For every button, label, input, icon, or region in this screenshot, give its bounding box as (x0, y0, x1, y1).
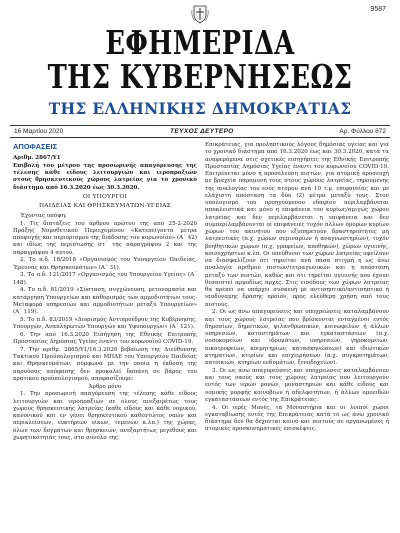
page-number: 9587 (370, 6, 386, 13)
article-paragraph-2: 2. Οι ως άνω απαγορεύσεις και υποχρεώσεις καταλαμβάνουν και τους χώρους λατρείας που βρίσκονται ενταγμένοι εντός δημοσίων, δημοτικών, φιλανθρωπικών, κοινωφελών ή άλλων υπηρεσιών, καταστημάτων και εγκαταστάσεων (π.χ. νοσοκομείων και ιδρυμάτων, υπηρεσιών, γηροκομείων, οικοτροφείων, κοιμητηρίων, κατασκηνώσεων) και ιδιωτικών κτηματίων, κτιρίων και επιχειρήσεων (π.χ. συγκροτημάτων, κατοικιών, κτηρίων ενδυμάτων, ξενοδοχείων). (205, 309, 389, 366)
article-paragraph-3: 3. Οι ως άνω απαγορεύσεις και υποχρεώσεις καταλαμβάνουν και τους ναούς και τους χώρους λατρείας που λειτουργούν εντός των ιερών μονών, μοναστηριών και κάθε είδους και νομικής μορφής κοινοβίων ή αδελφοτήτων, ή άλλων ομοειδών εγκαταστάσεων εντός της Επικράτειας. (205, 367, 389, 403)
right-column (205, 142, 389, 434)
masthead (0, 23, 400, 118)
sheet-number: Αρ. Φύλλου 872 (339, 127, 386, 135)
recital-4: 4. Το π.δ. 81/2019 «Σύσταση, συγχώνευση, μετονομασία και κατάργηση Υπουργείων και καθορισμός των αρμοδιοτήτων τους-Μεταφορά υπηρεσιών και αρμοδιοτήτων μεταξύ Υπουργείων» (Α΄ 119). (13, 287, 197, 315)
gazette-title-line-1: ΕΦΗΜΕΡΙΔΑ (105, 23, 295, 62)
issue-series: ΤΕΥΧΟΣ ΔΕΥΤΕΡΟ (170, 127, 234, 135)
issue-date: 16 Μαρτίου 2020 (14, 127, 64, 135)
gazette-title-line-2: ΤΗΣ ΚΥΒΕΡΝΗΣΕΩΣ (47, 57, 353, 96)
article-paragraph-1: 1. Την προσωρινή απαγόρευση της τέλεσης κάθε είδους λειτουργιών και ιεροπραξιών σε όλους ανεξαιρέτως τους χώρους θρησκευτικής λατρείας (κάθε είδους και κάθε νομικού, κανονικού και εν γένει θρησκευτικού καθεστώτος ναών και περικλείσεων, ευκτήριων οίκων, τεμενών κ.λπ.) της χώρας, όλων των δογμάτων και θρησκειών, ανεξαρτήτως μεγέθους και χωρητικότητάς τους, στο σύνολο της (13, 391, 197, 441)
decision-reference: Αριθμ. 2867/Υ1 (13, 155, 61, 161)
recital-3: 3. Το π.δ. 121/2017 «Οργανισμός του Υπουργείου Υγείας» (Α΄ 148). (13, 272, 197, 286)
section-title: ΑΠΟΦΑΣΕΙΣ (13, 142, 58, 151)
article-paragraph-4: 4. Οι ιερές Μονές, τα Μοναστήρια και οι λοιποί χώροι εγκαταβίωσης εντός της Επικράτειας κατά το ως άνω χρονικό διάστημα δεν θα δέχονται κοινό και πιστούς σε οργανωμένες ή ατομικές προσκυνηματικές επισκέψεις. (205, 404, 389, 433)
article-paragraph-1-continued: Επικράτειας, για προληπτικούς λόγους δημόσιας υγείας και για το χρονικό διάστημα από 16.3.2020 έως και 30.3.2020, κατά τα αναφερόμενα στις σχετικές εισηγήσεις της Εθνικής Επιτροπής Προστασίας Δημόσιας Υγείας έναντι του κορωνοϊού COVID-19. Επιτρέπεται μόνο η προσέλευση πιστών, για ατομική προσευχή με βραχεία παραμονή τους στους χώρους λατρείας, τηρουμένης της αναλογίας του ενός ατόμου ανά 10 τ.μ. επιφανείας και με ελάχιστη απόσταση τα δύο (2) μέτρα μεταξύ τους. Στον υπολογισμό του προηγούμενου εδαφίου περιλαμβάνεται αποκλειστικά και μόνο η επιφάνεια του κυρίως/αμιγώς χώρου λατρείας και δεν περιλαμβάνεται η επιφάνεια και δεν συμπεριλαμβάνονται οι επιφάνειες τυχόν άλλων όμορων κυρίων χώρων του ακινήτου που εξυπηρετούν δραστηριότητες μη λατρευτικές (π.χ. χώρων σεμιναρίων ή αναγνωστηρίων), τυχόν βοηθητικών χώρων (π.χ. γραφείων, αποθηκών), χώρων υγιεινής, κοινοχρήστων κ.λπ. Οι υπεύθυνοι των χώρων λατρείας οφείλουν να διασφαλίζουν ότι τηρείται ανά πάσα στιγμή η ως άνω αναλογία αριθμού πιστών/τετραγωνικών και η απόσταση μεταξύ των πιστών, καθώς και ότι τηρείται υγιεινής που έχουν θεσπιστεί αρμοδίως αρχές. Στις εισόδους των χώρων λατρείας θα πρέπει να υπάρχει συσκευή με αντισηπτικό/αντισηπτικό ή ισοδύναμης δράσης προϊόν, προς ελεύθερη χρήση από τους πιστούς. (205, 142, 389, 308)
recital-2: 2. Το π.δ. 18/2018 «Οργανισμός του Υπουργείου Παιδείας, Έρευνας και Θρησκευμάτων» (Α΄ 31). (13, 257, 197, 271)
authority-line-1: ΟΙ ΥΠΟΥΡΓΟΙ (82, 193, 128, 200)
recital-1: 1. Τις διατάξεις του άρθρου πρώτου της από 25-2-2020 Πράξης Νομοθετικού Περιεχομένου «Κατεπείγοντα μέτρα αποφυγής και περιορισμού της διάδοσης του κορωνοϊού» (Α΄ 42) και ιδίως της περίπτωσης στ΄ της παραγράφου 2 και της παραγράφου 4 αυτού. (13, 220, 197, 256)
decision-subject: Επιβολή του μέτρου της προσωρινής απαγόρευσης της τέλεσης κάθε είδους λειτουργιών και ιεροπραξιών στους θρησκευτικούς χώρους λατρείας για το χρονικό διάστημα από 16.3.2020 έως 30.3.2020. (13, 162, 197, 191)
issue-bar (10, 125, 390, 138)
left-column (13, 142, 197, 443)
article-heading: Άρθρο μόνο (88, 383, 122, 390)
authority-line-2: ΠΑΙΔΕΙΑΣ ΚΑΙ ΘΡΗΣΚΕΥΜΑΤΩΝ-ΥΓΕΙΑΣ (38, 203, 172, 210)
recital-5: 5. Το π.δ. 83/2019 «Διορισμός Αντιπροέδρου της Κυβέρνησης, Υπουργών, Αναπληρωτών Υπουργών και Υφυπουργών» (Α΄ 121). (13, 316, 197, 330)
coat-of-arms-icon (191, 4, 209, 24)
recital-7: 7. Την αριθμ. 2865/Υ1/16.3.2020 βεβαίωση της Διεύθυνσης Τακτικού Προϋπολογισμού και ΜΠΔΕ του Υπουργείου Παιδείας και Θρησκευμάτων, σύμφωνα με την οποία η έκδοση της παρούσας απόφασης δεν προκαλεί δαπάνη σε βάρος του κρατικού προϋπολογισμού, αποφασίζουμε: (13, 346, 197, 382)
intro-paragraph: Έχοντας υπόψη: (20, 212, 67, 219)
recital-6: 6. Την από 16.3.2020 Εισήγηση της Εθνικής Επιτροπής Προστασίας Δημόσιας Υγείας έναντι του κορωνοϊού COVID-19. (13, 331, 197, 345)
gazette-subtitle: ΤΗΣ ΕΛΛΗΝΙΚΗΣ ΔΗΜΟΚΡΑΤΙΑΣ (48, 99, 352, 118)
